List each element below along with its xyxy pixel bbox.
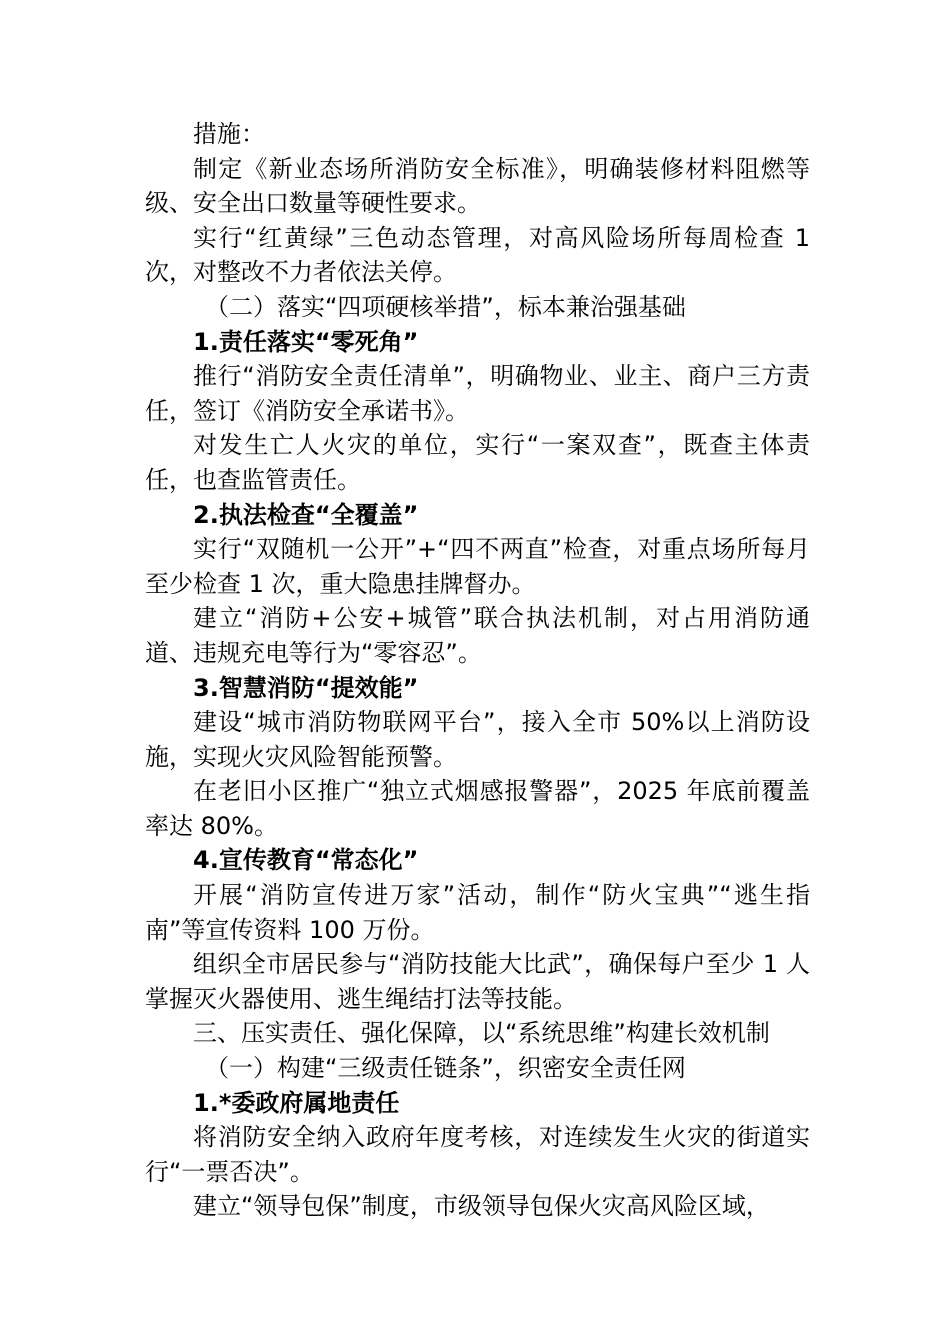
paragraph: 制定《新业态场所消防安全标准》，明确装修材料阻燃等级、安全出口数量等硬性要求。 xyxy=(145,154,810,218)
subsection-heading: （二）落实“四项硬核举措”，标本兼治强基础 xyxy=(205,292,686,321)
section-heading: 三、压实责任、强化保障，以“系统思维”构建长效机制 xyxy=(193,1019,770,1048)
paragraph: 建设“城市消防物联网平台”，接入全市 50%以上消防设施，实现火灾风险智能预警。 xyxy=(145,708,810,771)
item-heading: 1.*委政府属地责任 xyxy=(193,1088,400,1117)
paragraph: 建立“消防+公安+城管”联合执法机制，对占用消防通道、违规充电等行为“零容忍”。 xyxy=(145,604,810,667)
paragraph: 将消防安全纳入政府年度考核，对连续发生火灾的街道实行“一票否决”。 xyxy=(145,1123,810,1186)
item-heading: 2.执法检查“全覆盖” xyxy=(193,500,419,529)
paragraph: 在老旧小区推广“独立式烟感报警器”，2025 年底前覆盖率达 80%。 xyxy=(145,777,810,840)
paragraph: 建立“领导包保”制度，市级领导包保火灾高风险区域， xyxy=(193,1192,770,1221)
paragraph: 推行“消防安全责任清单”，明确物业、业主、商户三方责任，签订《消防安全承诺书》。 xyxy=(145,362,810,425)
item-heading: 4.宣传教育“常态化” xyxy=(193,846,419,875)
paragraph: 组织全市居民参与“消防技能大比武”，确保每户至少 1 人掌握灭火器使用、逃生绳结打法等技能。 xyxy=(145,950,810,1013)
subsection-heading: （一）构建“三级责任链条”，织密安全责任网 xyxy=(205,1054,686,1083)
item-heading: 1.责任落实“零死角” xyxy=(193,327,419,356)
paragraph: 实行“红黄绿”三色动态管理，对高风险场所每周检查 1 次，对整改不力者依法关停。 xyxy=(145,223,810,287)
document-page xyxy=(145,117,810,1224)
paragraph: 措施： xyxy=(193,120,265,148)
paragraph: 开展“消防宣传进万家”活动，制作“防火宝典”“逃生指南”等宣传资料 100 万份。 xyxy=(145,881,810,944)
paragraph: 实行“双随机一公开”+“四不两直”检查，对重点场所每月至少检查 1 次，重大隐患挂牌督办。 xyxy=(145,535,810,598)
paragraph: 对发生亡人火灾的单位，实行“一案双查”，既查主体责任，也查监管责任。 xyxy=(145,431,810,494)
item-heading: 3.智慧消防“提效能” xyxy=(193,673,419,702)
